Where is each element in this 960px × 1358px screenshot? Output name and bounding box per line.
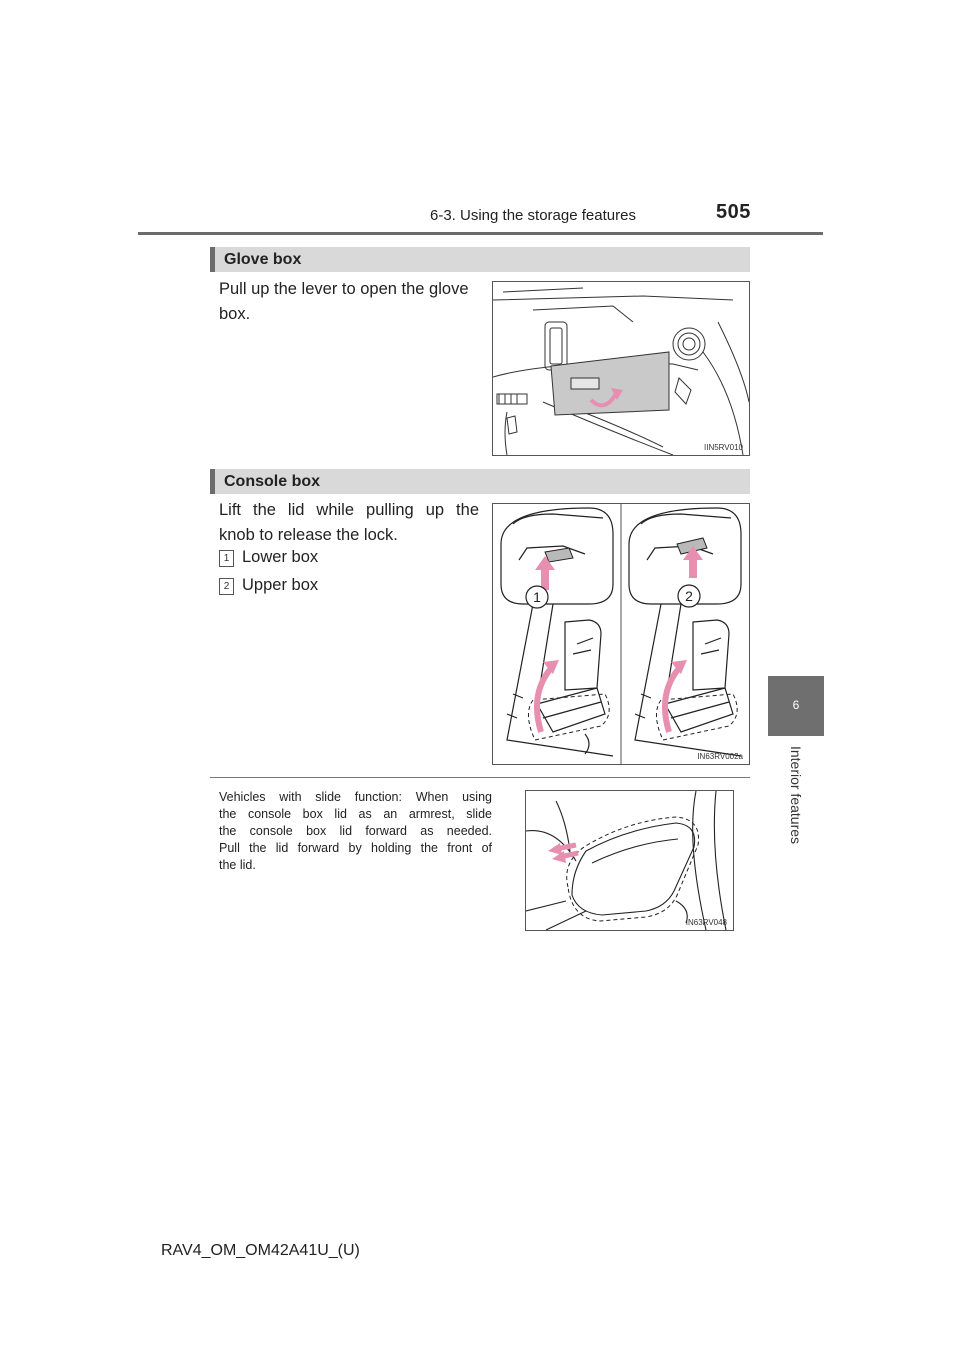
console-box-instruction-line1: Lift the lid while pulling up the	[219, 501, 479, 519]
note-line: Vehicles with slide function: When using	[219, 790, 492, 804]
glove-box-instruction	[219, 277, 479, 327]
glove-box-instruction-line1: Pull up the lever to open the glove	[219, 280, 469, 298]
list-item	[219, 545, 318, 570]
chapter-label-text: Interior features	[788, 745, 804, 845]
glove-box-heading: Glove box	[224, 251, 302, 268]
chapter-tab	[768, 676, 824, 736]
callout-2: 2	[685, 588, 693, 604]
glove-box-instruction-line2: box.	[219, 305, 251, 323]
console-box-drawing	[493, 504, 749, 764]
console-box-instruction-line2: knob to release the lock.	[219, 526, 398, 544]
console-box-heading-bar	[210, 469, 750, 494]
glove-box-illustration	[492, 281, 750, 456]
glove-box-drawing	[493, 282, 749, 455]
section-title: 6-3. Using the storage features	[430, 207, 636, 224]
armrest-image-code: IN63RV048	[685, 918, 727, 927]
note-line: the lid.	[219, 858, 256, 872]
list-item	[219, 573, 318, 598]
chapter-label	[768, 740, 824, 850]
chapter-number: 6	[792, 698, 800, 712]
document-id: RAV4_OM_OM42A41U_(U)	[161, 1242, 360, 1259]
list-item-label: Upper box	[242, 576, 319, 594]
armrest-illustration	[525, 790, 734, 931]
glove-box-heading-bar	[210, 247, 750, 272]
console-box-instruction	[219, 498, 479, 548]
armrest-drawing	[526, 791, 733, 930]
list-item-label: Lower box	[242, 548, 319, 566]
section-divider	[210, 777, 750, 778]
console-box-image-code: IN63RV002a	[697, 752, 743, 761]
glove-box-image-code: IIN5RV010	[704, 443, 743, 452]
callout-1: 1	[533, 589, 541, 605]
header-rule	[138, 232, 823, 235]
console-box-heading: Console box	[224, 473, 321, 490]
console-box-illustration	[492, 503, 750, 765]
note-line: Pull the lid forward by holding the front of	[219, 841, 492, 855]
note-line: the console box lid forward as needed.	[219, 824, 492, 838]
list-item-number: 1	[219, 550, 234, 567]
note-line: the console box lid as an armrest, slide	[219, 807, 492, 821]
list-item-number: 2	[219, 578, 234, 595]
slide-function-note	[219, 789, 492, 874]
page-number: 505	[716, 201, 751, 223]
